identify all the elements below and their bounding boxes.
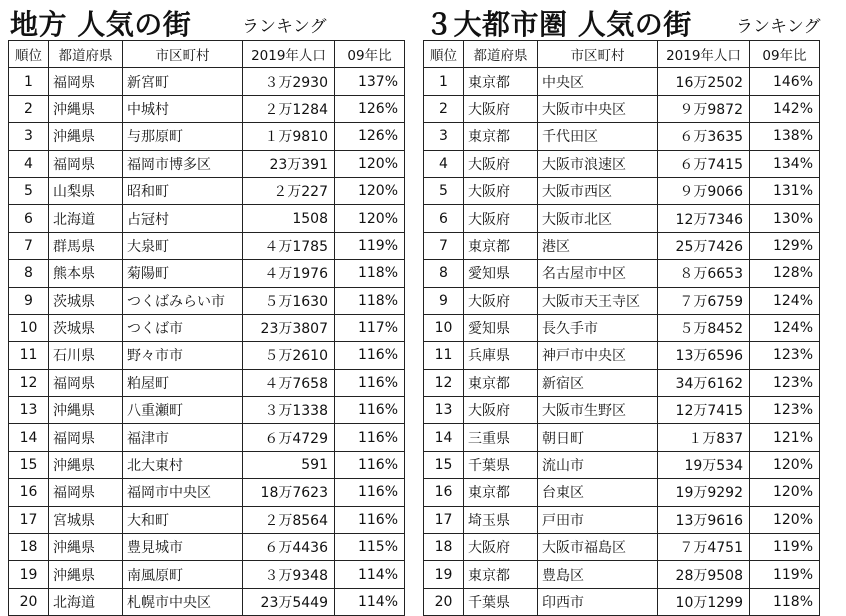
- population-cell: 18万7623: [243, 479, 335, 506]
- ratio-cell: 128%: [750, 260, 820, 287]
- prefecture-cell: 石川県: [49, 342, 123, 369]
- table-row: [9, 177, 405, 204]
- ratio-cell: 120%: [335, 150, 405, 177]
- ratio-cell: 116%: [335, 342, 405, 369]
- ratio-cell: 121%: [750, 424, 820, 451]
- table-row: [424, 342, 820, 369]
- municipality-cell: 大阪市福島区: [538, 534, 658, 561]
- table-row: [424, 287, 820, 314]
- municipality-cell: 大泉町: [123, 232, 243, 259]
- municipality-cell: 北大東村: [123, 451, 243, 478]
- population-cell: 23万5449: [243, 588, 335, 615]
- prefecture-cell: 大阪府: [464, 95, 538, 122]
- population-cell: ３万1338: [243, 397, 335, 424]
- prefecture-cell: 大阪府: [464, 150, 538, 177]
- municipality-cell: 神戸市中央区: [538, 342, 658, 369]
- regional-ranking-body: [9, 68, 405, 616]
- population-cell: ４万1976: [243, 260, 335, 287]
- municipality-cell: 流山市: [538, 451, 658, 478]
- table-row: [424, 369, 820, 396]
- rank-cell: 1: [424, 68, 464, 95]
- rank-cell: 10: [424, 314, 464, 341]
- header-ratio-vs-2009: 09年比: [335, 41, 405, 68]
- header-rank: 順位: [9, 41, 49, 68]
- rank-cell: 3: [424, 123, 464, 150]
- ratio-cell: 123%: [750, 369, 820, 396]
- ratio-cell: 120%: [750, 479, 820, 506]
- prefecture-cell: 福岡県: [49, 424, 123, 451]
- population-cell: ６万4729: [243, 424, 335, 451]
- ratio-cell: 119%: [750, 534, 820, 561]
- municipality-cell: 菊陽町: [123, 260, 243, 287]
- rank-cell: 14: [424, 424, 464, 451]
- rank-cell: 18: [9, 534, 49, 561]
- rank-cell: 11: [9, 342, 49, 369]
- population-cell: 591: [243, 451, 335, 478]
- population-cell: ６万7415: [658, 150, 750, 177]
- ratio-cell: 119%: [750, 561, 820, 588]
- ratio-cell: 118%: [335, 260, 405, 287]
- population-cell: 19万9292: [658, 479, 750, 506]
- municipality-cell: 昭和町: [123, 177, 243, 204]
- ratio-cell: 138%: [750, 123, 820, 150]
- municipality-cell: 南風原町: [123, 561, 243, 588]
- table-row: [9, 424, 405, 451]
- population-cell: 1508: [243, 205, 335, 232]
- table-row: [9, 123, 405, 150]
- rank-cell: 9: [9, 287, 49, 314]
- municipality-cell: 八重瀬町: [123, 397, 243, 424]
- municipality-cell: 与那原町: [123, 123, 243, 150]
- municipality-cell: 大阪市北区: [538, 205, 658, 232]
- ratio-cell: 146%: [750, 68, 820, 95]
- municipality-cell: 大阪市西区: [538, 177, 658, 204]
- population-cell: 10万1299: [658, 588, 750, 615]
- rank-cell: 19: [424, 561, 464, 588]
- municipality-cell: つくばみらい市: [123, 287, 243, 314]
- rank-cell: 5: [424, 177, 464, 204]
- population-cell: ７万4751: [658, 534, 750, 561]
- population-cell: 23万391: [243, 150, 335, 177]
- table-row: [9, 205, 405, 232]
- rank-cell: 8: [424, 260, 464, 287]
- municipality-cell: 豊見城市: [123, 534, 243, 561]
- metro-ranking-table: [423, 40, 820, 616]
- rank-cell: 18: [424, 534, 464, 561]
- population-cell: ５万8452: [658, 314, 750, 341]
- header-municipality: 市区町村: [123, 41, 243, 68]
- municipality-cell: 新宮町: [123, 68, 243, 95]
- prefecture-cell: 沖縄県: [49, 397, 123, 424]
- ratio-cell: 120%: [335, 205, 405, 232]
- municipality-cell: 大阪市中央区: [538, 95, 658, 122]
- prefecture-cell: 埼玉県: [464, 506, 538, 533]
- population-cell: １万9810: [243, 123, 335, 150]
- rank-cell: 8: [9, 260, 49, 287]
- municipality-cell: 戸田市: [538, 506, 658, 533]
- ratio-cell: 118%: [750, 588, 820, 615]
- population-cell: ５万2610: [243, 342, 335, 369]
- table-row: [424, 205, 820, 232]
- population-cell: ５万1630: [243, 287, 335, 314]
- ratio-cell: 126%: [335, 95, 405, 122]
- header-prefecture: 都道府県: [464, 41, 538, 68]
- municipality-cell: 新宿区: [538, 369, 658, 396]
- ratio-cell: 120%: [750, 506, 820, 533]
- table-row: [9, 369, 405, 396]
- municipality-cell: 名古屋市中区: [538, 260, 658, 287]
- table-row: [424, 534, 820, 561]
- ratio-cell: 124%: [750, 287, 820, 314]
- table-row: [9, 342, 405, 369]
- table-row: [424, 424, 820, 451]
- ratio-cell: 114%: [335, 561, 405, 588]
- municipality-cell: 千代田区: [538, 123, 658, 150]
- metro-ranking-panel: [423, 0, 827, 616]
- rank-cell: 6: [424, 205, 464, 232]
- ratio-cell: 137%: [335, 68, 405, 95]
- municipality-cell: 福津市: [123, 424, 243, 451]
- prefecture-cell: 東京都: [464, 479, 538, 506]
- prefecture-cell: 福岡県: [49, 150, 123, 177]
- ratio-cell: 114%: [335, 588, 405, 615]
- municipality-cell: 大阪市生野区: [538, 397, 658, 424]
- rank-cell: 12: [9, 369, 49, 396]
- rank-cell: 13: [9, 397, 49, 424]
- prefecture-cell: 東京都: [464, 68, 538, 95]
- ratio-cell: 116%: [335, 397, 405, 424]
- prefecture-cell: 群馬県: [49, 232, 123, 259]
- rank-cell: 5: [9, 177, 49, 204]
- rank-cell: 15: [9, 451, 49, 478]
- municipality-cell: 大阪市天王寺区: [538, 287, 658, 314]
- population-cell: 12万7346: [658, 205, 750, 232]
- population-cell: 25万7426: [658, 232, 750, 259]
- municipality-cell: 中央区: [538, 68, 658, 95]
- prefecture-cell: 大阪府: [464, 534, 538, 561]
- rank-cell: 2: [9, 95, 49, 122]
- metro-title-main: ３大都市圏 人気の街: [425, 8, 692, 41]
- prefecture-cell: 福岡県: [49, 369, 123, 396]
- municipality-cell: 野々市市: [123, 342, 243, 369]
- rank-cell: 16: [424, 479, 464, 506]
- ratio-cell: 119%: [335, 232, 405, 259]
- prefecture-cell: 愛知県: [464, 314, 538, 341]
- municipality-cell: 占冠村: [123, 205, 243, 232]
- table-row: [424, 451, 820, 478]
- prefecture-cell: 大阪府: [464, 397, 538, 424]
- rank-cell: 16: [9, 479, 49, 506]
- municipality-cell: 福岡市博多区: [123, 150, 243, 177]
- ratio-cell: 131%: [750, 177, 820, 204]
- population-cell: ９万9872: [658, 95, 750, 122]
- prefecture-cell: 宮城県: [49, 506, 123, 533]
- table-row: [9, 397, 405, 424]
- table-row: [424, 123, 820, 150]
- prefecture-cell: 大阪府: [464, 287, 538, 314]
- rank-cell: 11: [424, 342, 464, 369]
- prefecture-cell: 東京都: [464, 369, 538, 396]
- regional-title-sub: ランキング: [242, 17, 327, 37]
- ratio-cell: 115%: [335, 534, 405, 561]
- header-municipality: 市区町村: [538, 41, 658, 68]
- table-row: [9, 534, 405, 561]
- population-cell: ８万6653: [658, 260, 750, 287]
- prefecture-cell: 千葉県: [464, 588, 538, 615]
- table-row: [424, 479, 820, 506]
- table-row: [424, 150, 820, 177]
- prefecture-cell: 山梨県: [49, 177, 123, 204]
- ratio-cell: 142%: [750, 95, 820, 122]
- header-population-2019: 2019年人口: [658, 41, 750, 68]
- population-cell: ２万8564: [243, 506, 335, 533]
- prefecture-cell: 東京都: [464, 561, 538, 588]
- table-row: [424, 95, 820, 122]
- ratio-cell: 117%: [335, 314, 405, 341]
- rank-cell: 10: [9, 314, 49, 341]
- population-cell: 13万6596: [658, 342, 750, 369]
- table-row: [9, 232, 405, 259]
- population-cell: 16万2502: [658, 68, 750, 95]
- regional-title-main: 地方 人気の街: [10, 8, 192, 41]
- prefecture-cell: 東京都: [464, 123, 538, 150]
- table-row: [9, 314, 405, 341]
- prefecture-cell: 北海道: [49, 205, 123, 232]
- rank-cell: 6: [9, 205, 49, 232]
- metro-ranking-title: [423, 0, 827, 40]
- population-cell: 13万9616: [658, 506, 750, 533]
- ratio-cell: 134%: [750, 150, 820, 177]
- table-row: [9, 95, 405, 122]
- municipality-cell: つくば市: [123, 314, 243, 341]
- table-row: [424, 232, 820, 259]
- prefecture-cell: 沖縄県: [49, 534, 123, 561]
- population-cell: 28万9508: [658, 561, 750, 588]
- municipality-cell: 台東区: [538, 479, 658, 506]
- header-population-2019: 2019年人口: [243, 41, 335, 68]
- prefecture-cell: 大阪府: [464, 205, 538, 232]
- population-cell: ４万1785: [243, 232, 335, 259]
- rank-cell: 3: [9, 123, 49, 150]
- table-row: [9, 561, 405, 588]
- ratio-cell: 126%: [335, 123, 405, 150]
- table-row: [424, 397, 820, 424]
- municipality-cell: 福岡市中央区: [123, 479, 243, 506]
- municipality-cell: 大和町: [123, 506, 243, 533]
- municipality-cell: 印西市: [538, 588, 658, 615]
- ratio-cell: 116%: [335, 506, 405, 533]
- population-cell: ２万227: [243, 177, 335, 204]
- prefecture-cell: 茨城県: [49, 287, 123, 314]
- rank-cell: 20: [424, 588, 464, 615]
- rank-cell: 17: [9, 506, 49, 533]
- table-row: [424, 561, 820, 588]
- ratio-cell: 118%: [335, 287, 405, 314]
- table-row: [424, 314, 820, 341]
- table-row: [424, 177, 820, 204]
- ratio-cell: 129%: [750, 232, 820, 259]
- regional-ranking-panel: [8, 0, 412, 616]
- prefecture-cell: 沖縄県: [49, 95, 123, 122]
- prefecture-cell: 千葉県: [464, 451, 538, 478]
- table-row: [9, 451, 405, 478]
- municipality-cell: 港区: [538, 232, 658, 259]
- rank-cell: 12: [424, 369, 464, 396]
- table-row: [9, 479, 405, 506]
- ratio-cell: 123%: [750, 397, 820, 424]
- municipality-cell: 豊島区: [538, 561, 658, 588]
- prefecture-cell: 大阪府: [464, 177, 538, 204]
- population-cell: 23万3807: [243, 314, 335, 341]
- rank-cell: 14: [9, 424, 49, 451]
- prefecture-cell: 福岡県: [49, 479, 123, 506]
- prefecture-cell: 福岡県: [49, 68, 123, 95]
- municipality-cell: 札幌市中央区: [123, 588, 243, 615]
- table-row: [9, 68, 405, 95]
- table-row: [9, 287, 405, 314]
- population-cell: ２万1284: [243, 95, 335, 122]
- municipality-cell: 粕屋町: [123, 369, 243, 396]
- table-row: [424, 506, 820, 533]
- rank-cell: 7: [9, 232, 49, 259]
- prefecture-cell: 熊本県: [49, 260, 123, 287]
- table-row: [9, 150, 405, 177]
- table-row: [424, 588, 820, 615]
- rank-cell: 20: [9, 588, 49, 615]
- ratio-cell: 116%: [335, 424, 405, 451]
- population-cell: ４万7658: [243, 369, 335, 396]
- rank-cell: 13: [424, 397, 464, 424]
- table-header-row: [9, 41, 405, 68]
- rank-cell: 17: [424, 506, 464, 533]
- rank-cell: 9: [424, 287, 464, 314]
- prefecture-cell: 愛知県: [464, 260, 538, 287]
- prefecture-cell: 東京都: [464, 232, 538, 259]
- prefecture-cell: 北海道: [49, 588, 123, 615]
- population-cell: 19万534: [658, 451, 750, 478]
- regional-ranking-title: [8, 0, 412, 40]
- prefecture-cell: 沖縄県: [49, 561, 123, 588]
- rank-cell: 7: [424, 232, 464, 259]
- ratio-cell: 116%: [335, 479, 405, 506]
- rank-cell: 1: [9, 68, 49, 95]
- municipality-cell: 大阪市浪速区: [538, 150, 658, 177]
- ratio-cell: 124%: [750, 314, 820, 341]
- ratio-cell: 130%: [750, 205, 820, 232]
- municipality-cell: 長久手市: [538, 314, 658, 341]
- population-cell: ７万6759: [658, 287, 750, 314]
- metro-ranking-body: [424, 68, 820, 616]
- rank-cell: 2: [424, 95, 464, 122]
- population-cell: ９万9066: [658, 177, 750, 204]
- header-prefecture: 都道府県: [49, 41, 123, 68]
- ratio-cell: 120%: [335, 177, 405, 204]
- population-cell: １万837: [658, 424, 750, 451]
- header-rank: 順位: [424, 41, 464, 68]
- population-cell: ３万9348: [243, 561, 335, 588]
- table-row: [424, 68, 820, 95]
- rank-cell: 19: [9, 561, 49, 588]
- population-cell: ６万4436: [243, 534, 335, 561]
- municipality-cell: 朝日町: [538, 424, 658, 451]
- regional-ranking-table: [8, 40, 405, 616]
- ratio-cell: 116%: [335, 369, 405, 396]
- rank-cell: 4: [9, 150, 49, 177]
- population-cell: 12万7415: [658, 397, 750, 424]
- population-cell: ３万2930: [243, 68, 335, 95]
- ratio-cell: 120%: [750, 451, 820, 478]
- municipality-cell: 中城村: [123, 95, 243, 122]
- prefecture-cell: 三重県: [464, 424, 538, 451]
- ratio-cell: 123%: [750, 342, 820, 369]
- ratio-cell: 116%: [335, 451, 405, 478]
- table-row: [9, 260, 405, 287]
- population-cell: ６万3635: [658, 123, 750, 150]
- table-row: [9, 588, 405, 615]
- prefecture-cell: 兵庫県: [464, 342, 538, 369]
- table-row: [9, 506, 405, 533]
- rank-cell: 4: [424, 150, 464, 177]
- prefecture-cell: 茨城県: [49, 314, 123, 341]
- header-ratio-vs-2009: 09年比: [750, 41, 820, 68]
- metro-title-sub: ランキング: [736, 17, 821, 37]
- population-cell: 34万6162: [658, 369, 750, 396]
- prefecture-cell: 沖縄県: [49, 451, 123, 478]
- rank-cell: 15: [424, 451, 464, 478]
- table-header-row: [424, 41, 820, 68]
- prefecture-cell: 沖縄県: [49, 123, 123, 150]
- table-row: [424, 260, 820, 287]
